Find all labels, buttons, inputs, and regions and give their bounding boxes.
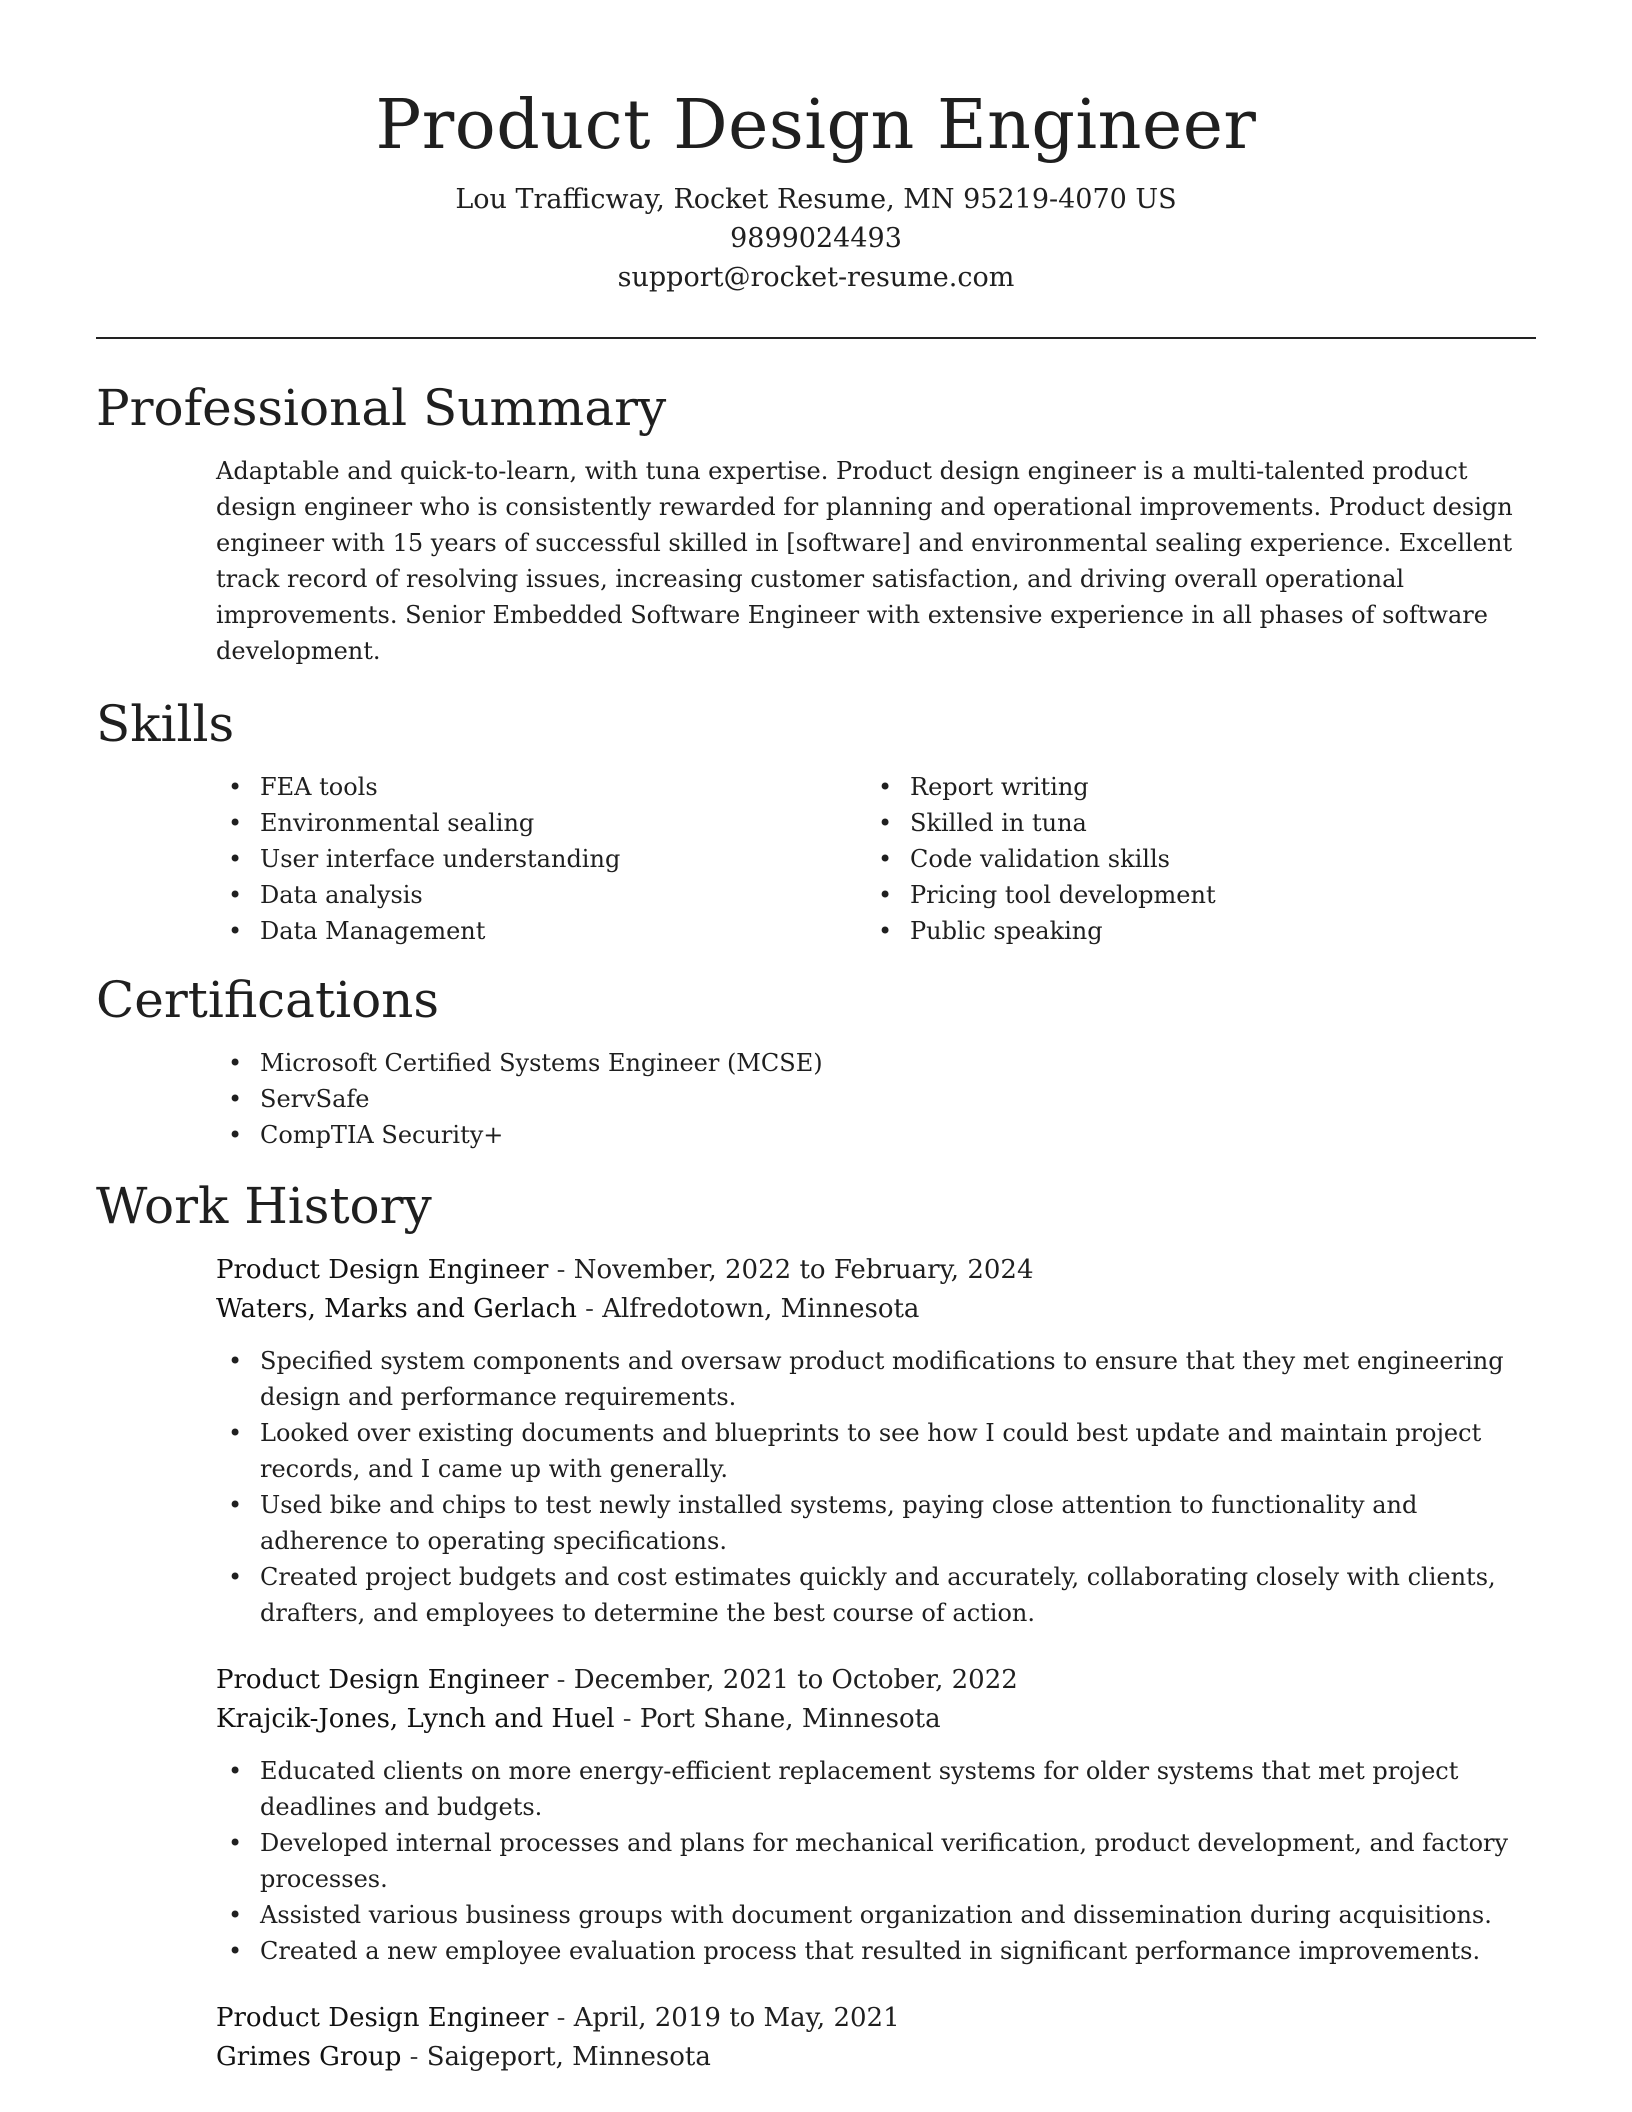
job-title-line	[216, 1251, 1536, 1290]
job-dates: April, 2019 to May, 2021	[573, 2003, 900, 2033]
summary-heading: Professional Summary	[96, 379, 667, 437]
job-duties-list	[96, 1753, 1536, 1969]
job-entry	[216, 1251, 1536, 1631]
header-divider	[96, 337, 1536, 339]
contact-email: support@rocket-resume.com	[617, 262, 1015, 293]
skill-item: • Public speaking	[866, 913, 1516, 949]
job-entry	[216, 1999, 1536, 2077]
job-duty-item: • Created a new employee evaluation process that resulted in significant performance improvements.	[216, 1933, 1536, 1969]
job-separator: -	[548, 1255, 574, 1285]
certification-item: • ServSafe	[216, 1081, 1536, 1117]
job-duty-item: • Used bike and chips to test newly installed systems, paying close attention to functionality and adherence to operating specifications.	[216, 1487, 1536, 1559]
contact-address: Lou Trafficway, Rocket Resume, MN 95219-4070 US	[455, 184, 1177, 215]
job-duty-item: • Specified system components and oversaw product modifications to ensure that they met engineering design and performance requirements.	[216, 1343, 1536, 1415]
skill-item: • Environmental sealing	[216, 805, 866, 841]
job-title-line	[216, 1661, 1536, 1700]
job-duty-item: • Developed internal processes and plans for mechanical verification, product development, and factory processes.	[216, 1825, 1536, 1897]
job-separator: -	[548, 2003, 574, 2033]
job-location: Alfredotown, Minnesota	[602, 1294, 920, 1324]
skill-item: • Skilled in tuna	[866, 805, 1516, 841]
job-role: Product Design Engineer	[216, 2003, 549, 2033]
job-location: Saigeport, Minnesota	[426, 2042, 711, 2072]
skill-item: • Report writing	[866, 769, 1516, 805]
contact-block	[96, 180, 1536, 297]
job-company-line	[216, 1290, 1536, 1329]
job-company: Grimes Group	[216, 2042, 402, 2072]
job-separator: -	[548, 1665, 574, 1695]
job-duty-item: • Looked over existing documents and blueprints to see how I could best update and maintain project records, and I came up with generally.	[216, 1415, 1536, 1487]
skills-column-right	[866, 769, 1516, 949]
resume-title: Product Design Engineer	[375, 86, 1257, 165]
job-title-line	[216, 1999, 1536, 2038]
job-duty-item: • Assisted various business groups with document organization and dissemination during acquisitions.	[216, 1897, 1536, 1933]
job-entry	[216, 1661, 1536, 1969]
job-separator: -	[614, 1704, 640, 1734]
skill-item: • Code validation skills	[866, 841, 1516, 877]
contact-phone: 9899024493	[730, 223, 902, 254]
skill-item: • FEA tools	[216, 769, 866, 805]
skill-item: • Data Management	[216, 913, 866, 949]
skill-item: • Pricing tool development	[866, 877, 1516, 913]
job-role: Product Design Engineer	[216, 1255, 549, 1285]
job-company: Waters, Marks and Gerlach	[216, 1294, 577, 1324]
summary-text: Adaptable and quick-to-learn, with tuna expertise. Product design engineer is a multi-talented product design engineer who is consistently rewarded for planning and operational improvements. Product design engineer with 15 years of successful skilled in [software] and environmental sealing experience. Excellent track record of resolving issues, increasing customer satisfaction, and driving overall operational improvements. Senior Embedded Software Engineer with extensive experience in all phases of software development.	[216, 457, 1513, 665]
resume-page	[96, 0, 1536, 2077]
skills-column-left	[216, 769, 866, 949]
skill-item: • Data analysis	[216, 877, 866, 913]
job-company: Krajcik-Jones, Lynch and Huel	[216, 1704, 615, 1734]
job-dates: November, 2022 to February, 2024	[573, 1255, 1034, 1285]
job-role: Product Design Engineer	[216, 1665, 549, 1695]
job-separator: -	[401, 2042, 427, 2072]
job-dates: December, 2021 to October, 2022	[573, 1665, 1018, 1695]
job-company-line	[216, 2038, 1536, 2077]
job-separator: -	[576, 1294, 603, 1324]
skills-heading: Skills	[96, 695, 235, 753]
certifications-heading: Certifications	[96, 971, 440, 1029]
job-duties-list	[96, 1343, 1536, 1631]
job-duty-item: • Educated clients on more energy-efficient replacement systems for older systems that met project deadlines and budgets.	[216, 1753, 1536, 1825]
job-company-line	[216, 1700, 1536, 1739]
certification-item: • Microsoft Certified Systems Engineer (MCSE)	[216, 1045, 1536, 1081]
skills-list	[216, 769, 1536, 949]
job-location: Port Shane, Minnesota	[639, 1704, 941, 1734]
job-duty-item: • Created project budgets and cost estimates quickly and accurately, collaborating closely with clients, drafters, and employees to determine the best course of action.	[216, 1559, 1536, 1631]
certifications-list	[216, 1045, 1536, 1153]
certification-item: • CompTIA Security+	[216, 1117, 1536, 1153]
work-history-heading: Work History	[96, 1177, 432, 1235]
skill-item: • User interface understanding	[216, 841, 866, 877]
